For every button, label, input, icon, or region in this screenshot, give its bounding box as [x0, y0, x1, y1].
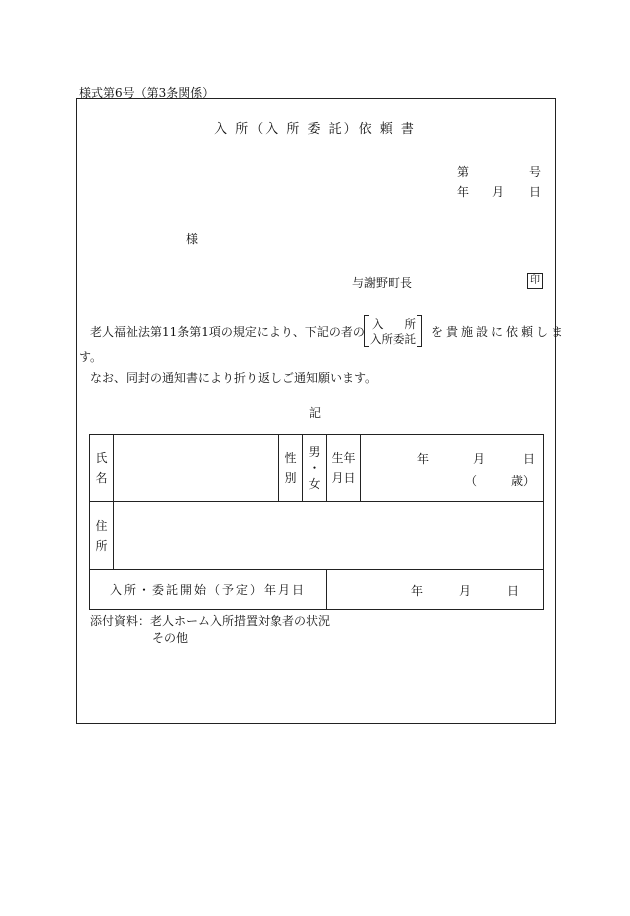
doc-number-label: 第 — [457, 165, 470, 179]
name-label-1: 氏 — [95, 451, 108, 465]
start-day: 日 — [507, 584, 520, 598]
sex-options[interactable] — [303, 435, 327, 502]
start-date-label: 入所・委託開始（予定）年月日 — [90, 570, 327, 610]
doc-date-day: 日 — [529, 185, 542, 199]
body-line1-before: 老人福祉法第11条第1項の規定により、下記の者の — [90, 325, 365, 339]
name-label-2: 名 — [95, 471, 108, 485]
form-id: 様式第6号（第3条関係） — [79, 86, 215, 100]
body-line1-after: を貴施設に依頼しま — [431, 325, 567, 339]
seal-mark: 印 — [527, 273, 543, 289]
start-month: 月 — [459, 584, 472, 598]
age-close: 歳） — [511, 474, 536, 488]
bracket-top-right: 所 — [404, 317, 416, 331]
dob-value[interactable] — [361, 435, 544, 502]
body-line3: なお、同封の通知書により折り返しご通知願います。 — [90, 371, 378, 385]
dob-label-bottom: 月日 — [331, 471, 356, 485]
dob-label-top: 生年 — [331, 451, 356, 465]
table-row — [90, 502, 544, 570]
dob-day: 日 — [523, 452, 536, 466]
bracket-left — [364, 315, 369, 347]
doc-date-year: 年 — [457, 185, 470, 199]
name-label — [90, 435, 114, 502]
applicant-table — [89, 434, 544, 610]
doc-date-month: 月 — [492, 185, 505, 199]
address-label-1: 住 — [95, 518, 108, 533]
sex-separator: ・ — [308, 461, 321, 475]
sex-female: 女 — [308, 477, 321, 491]
age-open: （ — [465, 474, 478, 488]
attachment-item-2: その他 — [152, 631, 189, 645]
body-line2: す。 — [79, 350, 103, 364]
table-row — [90, 435, 544, 502]
sex-label-2: 別 — [284, 471, 297, 485]
attachments-label: 添付資料： — [90, 614, 151, 628]
doc-number-suffix: 号 — [529, 165, 542, 179]
address-value[interactable] — [114, 502, 544, 570]
bracket-choice — [364, 315, 422, 347]
attachment-item-1: 老人ホーム入所措置対象者の状況 — [150, 614, 331, 628]
start-year: 年 — [411, 584, 424, 598]
address-label-2: 所 — [95, 538, 108, 553]
dob-year: 年 — [417, 452, 430, 466]
start-date-value[interactable] — [327, 570, 544, 610]
name-value[interactable] — [114, 435, 279, 502]
address-label — [90, 502, 114, 570]
sex-label-1: 性 — [284, 451, 297, 465]
dob-label — [327, 435, 361, 502]
dob-month: 月 — [473, 452, 486, 466]
page-title: 入 所（入 所 委 託）依 頼 書 — [214, 122, 416, 137]
table-row — [90, 570, 544, 610]
sex-label — [279, 435, 303, 502]
bracket-top-left: 入 — [372, 317, 384, 331]
sender-name: 与謝野町長 — [352, 276, 413, 290]
attachments-line1 — [90, 612, 330, 629]
ki-heading: 記 — [308, 406, 321, 420]
addressee-suffix: 様 — [186, 232, 199, 246]
bracket-right — [417, 315, 422, 347]
bracket-bottom: 入所委託 — [370, 332, 416, 346]
sex-male: 男 — [308, 445, 321, 459]
